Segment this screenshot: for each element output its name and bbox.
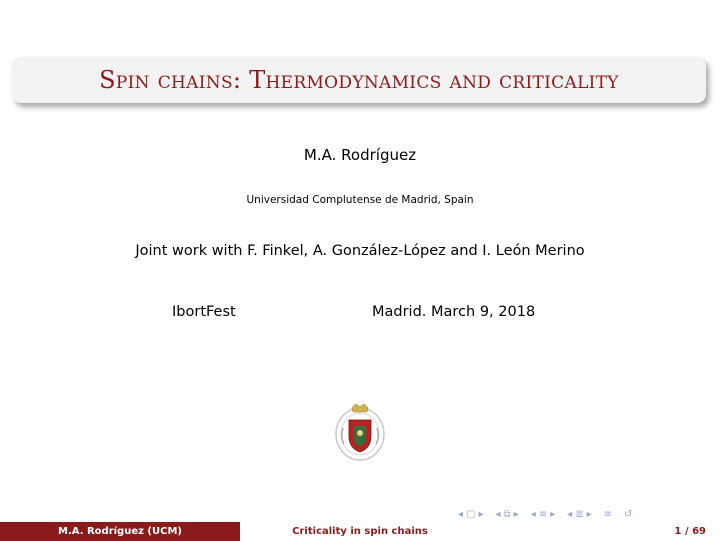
institute: Universidad Complutense de Madrid, Spain	[246, 194, 474, 206]
footer	[0, 522, 720, 541]
author: M.A. Rodríguez	[303, 146, 417, 164]
nav-subsection-icon[interactable]: ⧉	[503, 508, 511, 520]
event-date: Madrid. March 9, 2018	[372, 304, 536, 320]
nav-align-icon[interactable]: ≡	[603, 508, 613, 520]
beamer-navigation	[458, 508, 706, 520]
coauthors: Joint work with F. Finkel, A. González-López and I. León Merino	[135, 243, 585, 259]
footer-author: M.A. Rodríguez (UCM)	[0, 522, 240, 541]
nav-section-icon[interactable]: ≡	[538, 508, 548, 520]
nav-prev-section-icon[interactable]: ◂	[530, 508, 536, 520]
nav-next-section-icon[interactable]: ▸	[550, 508, 556, 520]
nav-next-icon[interactable]: ▸	[478, 508, 484, 520]
nav-next-outline-icon[interactable]: ▸	[586, 508, 592, 520]
nav-outline-icon[interactable]: ≣	[575, 508, 584, 520]
nav-prev-icon[interactable]: ◂	[458, 508, 464, 520]
title-box	[12, 57, 706, 103]
nav-search-icon[interactable]: ↺	[624, 508, 633, 520]
footer-short-title: Criticality in spin chains	[240, 522, 480, 541]
university-seal-icon	[334, 402, 386, 462]
footer-page-number: 1 / 69	[480, 522, 720, 541]
slide-title: Spin chains: Thermodynamics and criticality	[99, 66, 619, 94]
event-name: IbortFest	[172, 304, 236, 320]
nav-next-subsection-icon[interactable]: ▸	[513, 508, 519, 520]
nav-frame-icon[interactable]: ▢	[466, 508, 476, 520]
nav-prev-outline-icon[interactable]: ◂	[567, 508, 573, 520]
nav-prev-subsection-icon[interactable]: ◂	[495, 508, 501, 520]
